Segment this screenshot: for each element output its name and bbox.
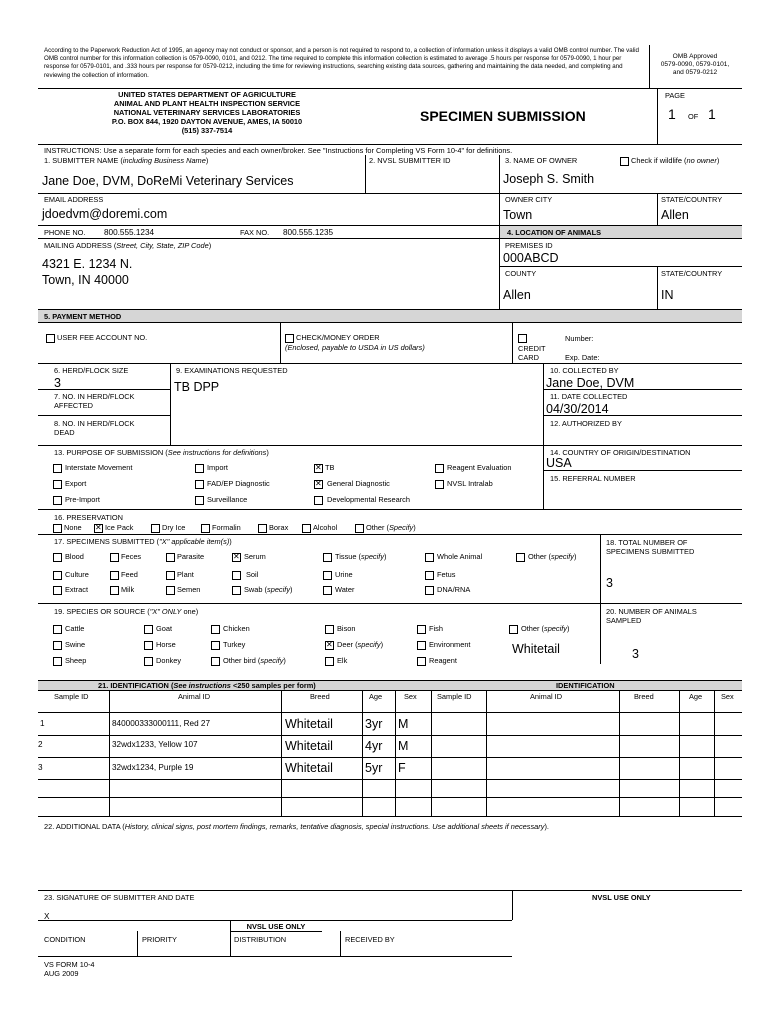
nvsl-submitter-id-label: 2. NVSL SUBMITTER ID xyxy=(369,156,451,165)
goat-label: Goat xyxy=(156,624,173,633)
chicken-checkbox[interactable] xyxy=(211,625,220,634)
fax-field[interactable]: 800.555.1235 xyxy=(283,228,334,237)
blood-checkbox[interactable] xyxy=(53,553,62,562)
specimen-other-checkbox[interactable] xyxy=(516,553,525,562)
swine-checkbox[interactable] xyxy=(53,641,62,650)
reagent-eval-label: Reagent Evaluation xyxy=(447,463,512,472)
payment-header: 5. PAYMENT METHOD xyxy=(44,312,122,321)
parasite-label: Parasite xyxy=(177,552,205,561)
water-checkbox[interactable] xyxy=(323,586,332,595)
signature-x[interactable]: X xyxy=(44,912,50,921)
row1-sex[interactable]: M xyxy=(398,717,409,731)
environment-label: Environment xyxy=(429,640,471,649)
pres-ice-label: Ice Pack xyxy=(105,523,134,532)
water-label: Water xyxy=(335,585,355,594)
county-field[interactable]: Allen xyxy=(503,288,531,302)
donkey-checkbox[interactable] xyxy=(144,657,153,666)
sheep-checkbox[interactable] xyxy=(53,657,62,666)
page-label: PAGE xyxy=(665,91,685,100)
date-collected-field[interactable]: 04/30/2014 xyxy=(546,402,609,416)
owner-city-label: OWNER CITY xyxy=(505,195,553,204)
pres-other-label: Other (Specify) xyxy=(366,523,416,532)
submitter-name-field[interactable]: Jane Doe, DVM, DoReMi Veterinary Services xyxy=(42,174,294,188)
species-reagent-label: Reagent xyxy=(429,656,457,665)
paperwork-notice: According to the Paperwork Reduction Act of 1995, an agency may not conduct or sponsor, and a person is not required to respond to, a collection of information unless it displays a valid OMB control number. The valid OMB control number for this information collection is 0579-0090, 0101, and 0212. The time required to complete this information collection is estimated to average .5 hours per response for 0579-0090, 1 hour per response for 0579-0101, and .333 hours per response for 0579-0212, including the time for reviewing instructions, searching existing data sources, gathering and maintaining the data needed, and completing and reviewing the collection of information. xyxy=(44,47,639,79)
swine-label: Swine xyxy=(65,640,86,649)
additional-data-label: 22. ADDITIONAL DATA (History, clinical signs, post mortem findings, remarks, tentative diagnosis, special instructions. Use additional sheets if necessary). xyxy=(44,822,549,831)
horse-label: Horse xyxy=(156,640,176,649)
pres-dry-checkbox[interactable] xyxy=(151,524,160,533)
col-animal-id: Animal ID xyxy=(178,692,211,701)
goat-checkbox[interactable] xyxy=(144,625,153,634)
import-label: Import xyxy=(207,463,228,472)
feces-checkbox[interactable] xyxy=(110,553,119,562)
mailing-address-label: MAILING ADDRESS (Street, City, State, ZIP Code) xyxy=(44,241,212,250)
sheep-label: Sheep xyxy=(65,656,87,665)
blood-label: Blood xyxy=(65,552,84,561)
authorized-by-label: 12. AUTHORIZED BY xyxy=(550,419,622,428)
elk-label: Elk xyxy=(337,656,348,665)
pres-alcohol-label: Alcohol xyxy=(313,523,338,532)
export-label: Export xyxy=(65,479,87,488)
card-label: CARD xyxy=(518,353,539,362)
soil-checkbox[interactable] xyxy=(232,571,241,580)
check-money-order-checkbox[interactable] xyxy=(285,334,294,343)
check-money-order-note: (Enclosed, payable to USDA in US dollars) xyxy=(285,343,425,352)
milk-checkbox[interactable] xyxy=(110,586,119,595)
species-label: 19. SPECIES OR SOURCE ("X" ONLY one) xyxy=(54,607,199,616)
tissue-label: Tissue (specify) xyxy=(335,552,387,561)
surveillance-label: Surveillance xyxy=(207,495,248,504)
address-line-2[interactable]: Town, IN 40000 xyxy=(42,273,129,287)
import-checkbox[interactable] xyxy=(195,464,204,473)
semen-checkbox[interactable] xyxy=(166,586,175,595)
fax-label: FAX NO. xyxy=(240,228,270,237)
species-specify-field[interactable]: Whitetail xyxy=(512,642,560,656)
herd-size-label: 6. HERD/FLOCK SIZE xyxy=(54,366,129,375)
premises-id-label: PREMISES ID xyxy=(505,241,553,250)
wildlife-checkbox[interactable] xyxy=(620,157,629,166)
row2-breed[interactable]: Whitetail xyxy=(285,739,333,753)
fetus-label: Fetus xyxy=(437,570,456,579)
urine-checkbox[interactable] xyxy=(323,571,332,580)
feed-checkbox[interactable] xyxy=(110,571,119,580)
intralab-label: NVSL Intralab xyxy=(447,479,493,488)
row1-age[interactable]: 3yr xyxy=(365,717,383,731)
omb-approval xyxy=(653,53,737,77)
received-by-label: RECEIVED BY xyxy=(345,935,395,944)
agency-line: UNITED STATES DEPARTMENT OF AGRICULTURE xyxy=(118,90,296,99)
agency-line: ANIMAL AND PLANT HEALTH INSPECTION SERVICE xyxy=(113,99,301,108)
credit-card-checkbox[interactable] xyxy=(518,334,527,343)
whole-animal-checkbox[interactable] xyxy=(425,553,434,562)
referral-label: 15. REFERRAL NUMBER xyxy=(550,474,636,483)
row2-age[interactable]: 4yr xyxy=(365,739,383,753)
page-of: OF xyxy=(688,112,699,121)
developmental-label: Developmental Research xyxy=(327,495,410,504)
pres-dry-label: Dry Ice xyxy=(162,523,186,532)
row3-animal-id[interactable]: 32wdx1234, Purple 19 xyxy=(112,763,194,772)
collected-by-label: 10. COLLECTED BY xyxy=(550,366,619,375)
collected-by-field[interactable]: Jane Doe, DVM xyxy=(546,376,635,390)
animals-sampled-field[interactable]: 3 xyxy=(632,647,639,661)
identification-header: 21. IDENTIFICATION (See instructions <250 samples per form) xyxy=(98,681,316,690)
interstate-checkbox[interactable] xyxy=(53,464,62,473)
omb-line: OMB Approved xyxy=(672,53,718,60)
form-title: SPECIMEN SUBMISSION xyxy=(420,108,586,124)
row3-sample-id[interactable]: 3 xyxy=(38,763,43,772)
location-header: 4. LOCATION OF ANIMALS xyxy=(507,228,602,237)
owner-state-field[interactable]: Allen xyxy=(661,208,689,222)
urine-label: Urine xyxy=(335,570,353,579)
row3-age[interactable]: 5yr xyxy=(365,761,383,775)
species-other-checkbox[interactable] xyxy=(509,625,518,634)
row2-sample-id[interactable]: 2 xyxy=(38,740,43,749)
fetus-checkbox[interactable] xyxy=(425,571,434,580)
swab-checkbox[interactable] xyxy=(232,586,241,595)
export-checkbox[interactable] xyxy=(53,480,62,489)
specimen-other-label: Other (specify) xyxy=(528,552,577,561)
other-bird-label: Other bird (specify) xyxy=(223,656,286,665)
donkey-label: Donkey xyxy=(156,656,182,665)
row1-sample-id[interactable]: 1 xyxy=(40,719,45,728)
pres-none-label: None xyxy=(64,523,82,532)
semen-label: Semen xyxy=(177,585,201,594)
fad-label: FAD/EP Diagnostic xyxy=(207,479,270,488)
address-line-1[interactable]: 4321 E. 1234 N. xyxy=(42,257,133,271)
general-diagnostic-checkbox[interactable] xyxy=(314,480,323,489)
cattle-checkbox[interactable] xyxy=(53,625,62,634)
submitter-name-label: 1. SUBMITTER NAME (including Business Name) xyxy=(44,156,209,165)
row3-breed[interactable]: Whitetail xyxy=(285,761,333,775)
page-total: 1 xyxy=(708,106,716,122)
country-label: 14. COUNTRY OF ORIGIN/DESTINATION xyxy=(550,448,691,457)
location-state-field[interactable]: IN xyxy=(661,288,674,302)
environment-checkbox[interactable] xyxy=(417,641,426,650)
omb-line: 0579-0090, 0579-0101, xyxy=(660,61,730,68)
nvsl-use-header: NVSL USE ONLY xyxy=(246,922,306,931)
swab-label: Swab (specify) xyxy=(244,585,293,594)
date-collected-label: 11. DATE COLLECTED xyxy=(550,392,628,401)
tb-label: TB xyxy=(325,463,335,472)
owner-city-field[interactable]: Town xyxy=(503,208,533,222)
owner-name-label: 3. NAME OF OWNER xyxy=(505,156,578,165)
distribution-label: DISTRIBUTION xyxy=(234,935,287,944)
extract-checkbox[interactable] xyxy=(53,586,62,595)
whole-animal-label: Whole Animal xyxy=(437,552,483,561)
agency-line: NATIONAL VETERINARY SERVICES LABORATORIES xyxy=(113,108,301,117)
animals-sampled-label: 20. NUMBER OF ANIMALS SAMPLED xyxy=(606,607,697,625)
agency-line: P.O. BOX 844, 1920 DAYTON AVENUE, AMES, IA 50010 xyxy=(111,117,303,126)
row3-sex[interactable]: F xyxy=(398,761,406,775)
tb-checkbox[interactable] xyxy=(314,464,323,473)
bison-label: Bison xyxy=(337,624,356,633)
instructions: INSTRUCTIONS: Use a separate form for each species and each owner/broker. See "Instructions for Completing VS Form 10-4" for definitions. xyxy=(44,146,513,155)
signature-label: 23. SIGNATURE OF SUBMITTER AND DATE xyxy=(44,893,195,902)
wildlife-label: Check if wildlife (no owner) xyxy=(631,156,720,165)
chicken-label: Chicken xyxy=(223,624,250,633)
culture-label: Culture xyxy=(65,570,89,579)
identification-header-right: IDENTIFICATION xyxy=(556,681,615,690)
footer-form: VS FORM 10-4 xyxy=(44,960,95,969)
credit-label: CREDIT xyxy=(518,344,546,353)
plant-checkbox[interactable] xyxy=(166,571,175,580)
email-field[interactable]: jdoedvm@doremi.com xyxy=(42,207,168,221)
herd-size-field[interactable]: 3 xyxy=(54,376,61,390)
preimport-checkbox[interactable] xyxy=(53,496,62,505)
specimens-label: 17. SPECIMENS SUBMITTED ("X" applicable item(s)) xyxy=(54,537,232,546)
condition-label: CONDITION xyxy=(44,935,86,944)
fish-checkbox[interactable] xyxy=(417,625,426,634)
dead-label: 8. NO. IN HERD/FLOCK DEAD xyxy=(54,419,135,437)
culture-checkbox[interactable] xyxy=(53,571,62,580)
surveillance-checkbox[interactable] xyxy=(195,496,204,505)
other-bird-checkbox[interactable] xyxy=(211,657,220,666)
fish-label: Fish xyxy=(429,624,443,633)
pres-none-checkbox[interactable] xyxy=(53,524,62,533)
species-reagent-checkbox[interactable] xyxy=(417,657,426,666)
exams-label: 9. EXAMINATIONS REQUESTED xyxy=(176,366,288,375)
preimport-label: Pre-Import xyxy=(65,495,100,504)
card-exp-label: Exp. Date: xyxy=(565,353,600,362)
user-fee-checkbox[interactable] xyxy=(46,334,55,343)
turkey-checkbox[interactable] xyxy=(211,641,220,650)
priority-label: PRIORITY xyxy=(142,935,177,944)
pres-borax-label: Borax xyxy=(269,523,289,532)
elk-checkbox[interactable] xyxy=(325,657,334,666)
user-fee-label: USER FEE ACCOUNT NO. xyxy=(57,333,148,342)
agency-line: (515) 337-7514 xyxy=(181,126,233,135)
col-sex: Sex xyxy=(404,692,417,701)
feces-label: Feces xyxy=(121,552,142,561)
pres-ice-checkbox[interactable] xyxy=(94,524,103,533)
serum-checkbox[interactable] xyxy=(232,553,241,562)
col-breed-2: Breed xyxy=(634,692,654,701)
col-age: Age xyxy=(369,692,383,701)
reagent-eval-checkbox[interactable] xyxy=(435,464,444,473)
premises-id-field[interactable]: 000ABCD xyxy=(503,251,559,265)
col-animal-id-2: Animal ID xyxy=(530,692,563,701)
general-diagnostic-label: General Diagnostic xyxy=(327,479,390,488)
pres-borax-checkbox[interactable] xyxy=(258,524,267,533)
phone-field[interactable]: 800.555.1234 xyxy=(104,228,155,237)
phone-label: PHONE NO. xyxy=(44,228,86,237)
horse-checkbox[interactable] xyxy=(144,641,153,650)
agency-block xyxy=(44,90,370,135)
pres-other-checkbox[interactable] xyxy=(355,524,364,533)
dna-label: DNA/RNA xyxy=(437,585,471,594)
nvsl-only-label: NVSL USE ONLY xyxy=(592,893,651,902)
omb-line: and 0579-0212 xyxy=(672,69,718,76)
deer-label: Deer (specify) xyxy=(337,640,384,649)
tissue-checkbox[interactable] xyxy=(323,553,332,562)
row1-breed[interactable]: Whitetail xyxy=(285,717,333,731)
card-number-label: Number: xyxy=(565,334,594,343)
location-state-label: STATE/COUNTRY xyxy=(661,269,723,278)
pres-formalin-label: Formalin xyxy=(212,523,241,532)
check-money-order-label: CHECK/MONEY ORDER xyxy=(296,333,380,342)
col-sample-id-2: Sample ID xyxy=(437,692,472,701)
row2-sex[interactable]: M xyxy=(398,739,409,753)
exams-field[interactable]: TB DPP xyxy=(174,380,220,394)
pres-alcohol-checkbox[interactable] xyxy=(302,524,311,533)
cattle-label: Cattle xyxy=(65,624,85,633)
deer-checkbox[interactable] xyxy=(325,641,334,650)
country-field[interactable]: USA xyxy=(546,456,572,470)
parasite-checkbox[interactable] xyxy=(166,553,175,562)
row2-animal-id[interactable]: 32wdx1233, Yellow 107 xyxy=(112,740,198,749)
col-age-2: Age xyxy=(689,692,703,701)
interstate-label: Interstate Movement xyxy=(65,463,133,472)
serum-label: Serum xyxy=(244,552,266,561)
preservation-label: 16. PRESERVATION xyxy=(54,513,124,522)
fad-checkbox[interactable] xyxy=(195,480,204,489)
intralab-checkbox[interactable] xyxy=(435,480,444,489)
total-specimens-field[interactable]: 3 xyxy=(606,576,613,590)
total-specimens-label: 18. TOTAL NUMBER OF SPECIMENS SUBMITTED xyxy=(606,538,695,556)
bison-checkbox[interactable] xyxy=(325,625,334,634)
feed-label: Feed xyxy=(121,570,138,579)
soil-label: Soil xyxy=(246,570,259,579)
owner-state-label: STATE/COUNTRY xyxy=(661,195,723,204)
purpose-label: 13. PURPOSE OF SUBMISSION (See instructions for definitions) xyxy=(54,448,269,457)
turkey-label: Turkey xyxy=(223,640,246,649)
developmental-checkbox[interactable] xyxy=(314,496,323,505)
page-number: 1 xyxy=(668,106,676,122)
affected-label: 7. NO. IN HERD/FLOCK AFFECTED xyxy=(54,392,135,410)
species-other-label: Other (specify) xyxy=(521,624,570,633)
dna-checkbox[interactable] xyxy=(425,586,434,595)
col-sample-id: Sample ID xyxy=(54,692,89,701)
extract-label: Extract xyxy=(65,585,88,594)
pres-formalin-checkbox[interactable] xyxy=(201,524,210,533)
row1-animal-id[interactable]: 840000333000111, Red 27 xyxy=(112,719,211,728)
owner-name-field[interactable]: Joseph S. Smith xyxy=(503,172,595,186)
col-breed: Breed xyxy=(310,692,330,701)
plant-label: Plant xyxy=(177,570,194,579)
footer-date: AUG 2009 xyxy=(44,969,79,978)
milk-label: Milk xyxy=(121,585,135,594)
email-label: EMAIL ADDRESS xyxy=(44,195,104,204)
county-label: COUNTY xyxy=(505,269,537,278)
col-sex-2: Sex xyxy=(721,692,734,701)
